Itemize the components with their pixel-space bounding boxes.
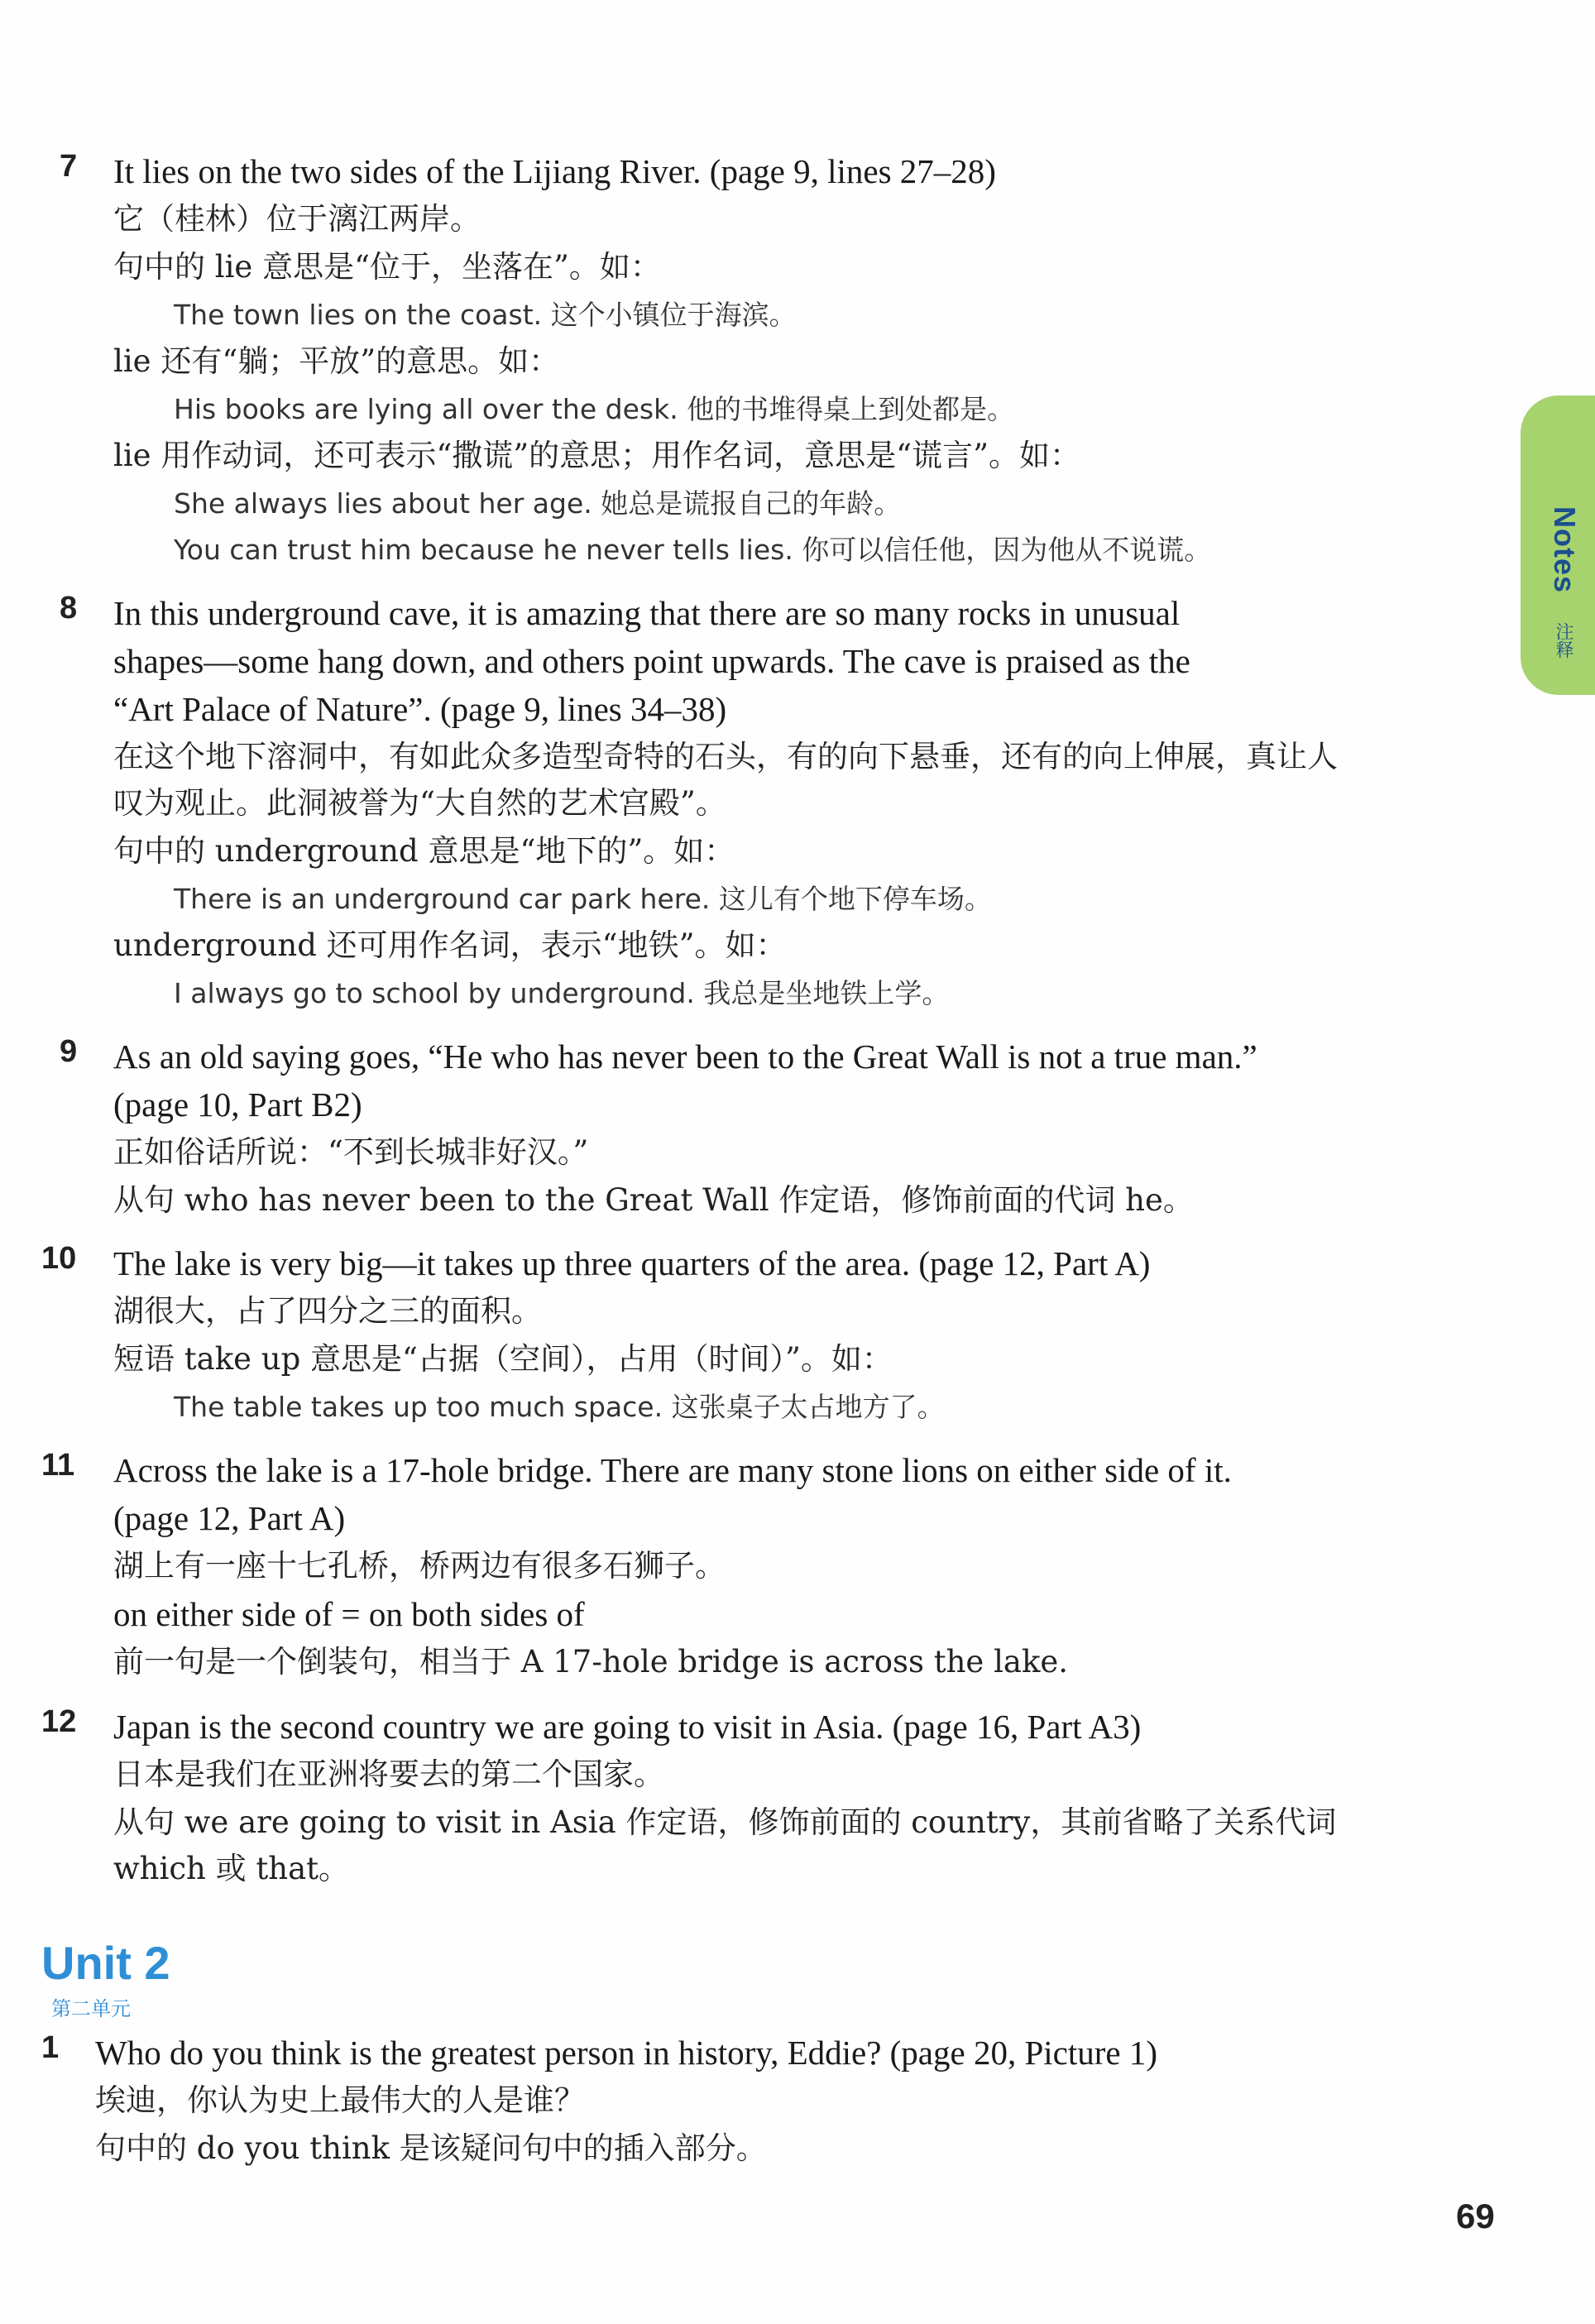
note-sentence: Across the lake is a 17-hole bridge. There are many stone lions on either side of it. [113, 1451, 1232, 1489]
note-explanation: 前一句是一个倒装句，相当于 A 17-hole bridge is across the lake. [113, 1644, 1069, 1680]
note-explanation: lie 用作动词，还可表示“撒谎”的意思；用作名词，意思是“谎言”。如： [113, 438, 1080, 473]
note-translation: 正如俗话所说：“不到长城非好汉。” [113, 1134, 589, 1170]
notes-tab-label: Notes [1548, 506, 1582, 594]
note-translation: 叹为观止。此洞被誉为“大自然的艺术宫殿”。 [113, 785, 726, 821]
note-number: 10 [41, 1241, 77, 1276]
note-translation: 在这个地下溶洞中，有如此众多造型奇特的石头，有的向下悬垂，还有的向上伸展，真让人 [113, 739, 1338, 774]
page-number: 69 [1456, 2197, 1495, 2235]
note-explanation: 从句 who has never been to the Great Wall 作定语，修饰前面的代词 he。 [113, 1182, 1194, 1218]
note-sentence: Who do you think is the greatest person in history, Eddie? (page 20, Picture 1) [95, 2034, 1157, 2072]
note-sentence: (page 10, Part B2) [113, 1085, 362, 1124]
note-example: I always go to school by underground. 我总是坐地铁上学。 [174, 977, 950, 1009]
note-example: His books are lying all over the desk. 他的书堆得桌上到处都是。 [174, 393, 1015, 425]
note-sentence: In this underground cave, it is amazing that there are so many rocks in unusual [113, 594, 1181, 632]
note-sentence: Japan is the second country we are going to visit in Asia. (page 16, Part A3) [113, 1708, 1142, 1746]
note-number: 9 [60, 1034, 78, 1069]
note-explanation: underground 还可用作名词，表示“地铁”。如： [113, 927, 787, 963]
note-sentence: The lake is very big—it takes up three quarters of the area. (page 12, Part A) [113, 1244, 1151, 1282]
notes-tab-label-zh: 注释 [1553, 622, 1573, 659]
note-translation: 埃迪，你认为史上最伟大的人是谁？ [95, 2082, 585, 2118]
note-sentence: As an old saying goes, “He who has never been to the Great Wall is not a true man.” [113, 1037, 1257, 1076]
note-number: 1 [41, 2030, 60, 2065]
note-example: The table takes up too much space. 这张桌子太占地方了。 [174, 1391, 945, 1423]
note-example: You can trust him because he never tells lies. 你可以信任他，因为他从不说谎。 [174, 534, 1212, 566]
note-explanation: 从句 we are going to visit in Asia 作定语，修饰前面的 country，其前省略了关系代词 [113, 1804, 1337, 1840]
note-equation: on either side of = on both sides of [113, 1595, 585, 1633]
note-number: 12 [41, 1704, 77, 1739]
note-number: 8 [60, 591, 78, 625]
note-explanation: 句中的 underground 意思是“地下的”。如： [113, 833, 735, 869]
note-explanation: which 或 that。 [113, 1851, 350, 1886]
note-explanation: 短语 take up 意思是“占据（空间），占用（时间）”。如： [113, 1341, 893, 1377]
note-explanation: 句中的 do you think 是该疑问句中的插入部分。 [95, 2130, 767, 2166]
note-sentence: “Art Palace of Nature”. (page 9, lines 34–38) [113, 690, 727, 728]
note-number: 11 [41, 1448, 75, 1483]
note-example: The town lies on the coast. 这个小镇位于海滨。 [174, 299, 797, 331]
note-translation: 湖很大，占了四分之三的面积。 [113, 1293, 542, 1329]
note-translation: 湖上有一座十七孔桥，桥两边有很多石狮子。 [113, 1548, 726, 1584]
note-sentence: It lies on the two sides of the Lijiang River. (page 9, lines 27–28) [113, 152, 996, 190]
unit-title: Unit 2 [41, 1937, 170, 1989]
unit-subtitle: 第二单元 [51, 1997, 131, 2020]
note-sentence: (page 12, Part A) [113, 1499, 346, 1537]
note-example: There is an underground car park here. 这儿有个地下停车场。 [174, 883, 992, 915]
note-sentence: shapes—some hang down, and others point upwards. The cave is praised as the [113, 642, 1190, 680]
note-example: She always lies about her age. 她总是谎报自己的年龄。 [174, 487, 902, 520]
note-number: 7 [60, 149, 78, 184]
note-translation: 它（桂林）位于漓江两岸。 [113, 201, 481, 237]
note-explanation: lie 还有“躺；平放”的意思。如： [113, 343, 560, 379]
note-translation: 日本是我们在亚洲将要去的第二个国家。 [113, 1756, 664, 1792]
note-explanation: 句中的 lie 意思是“位于，坐落在”。如： [113, 249, 661, 285]
